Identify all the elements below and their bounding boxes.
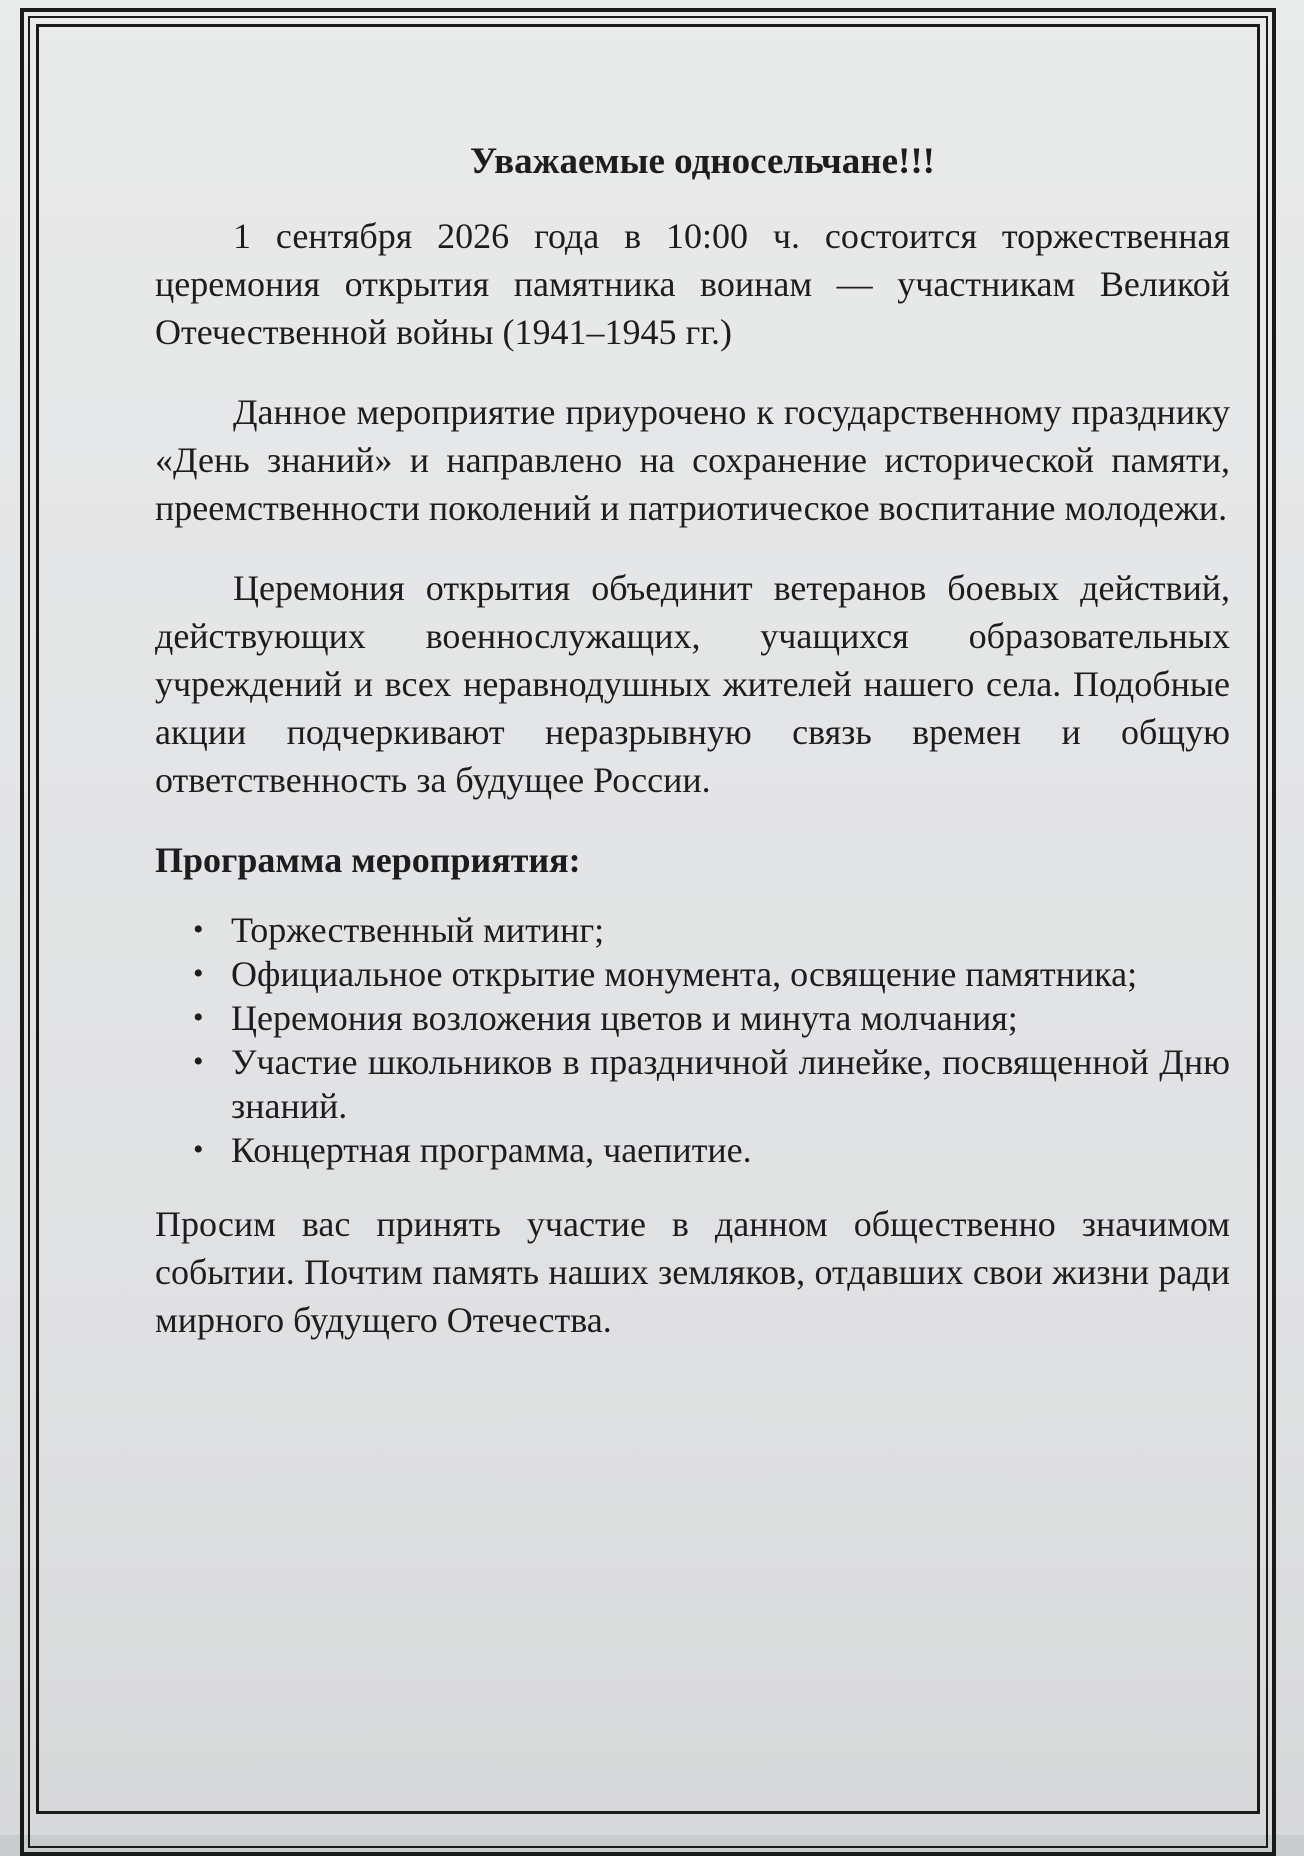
paragraph-purpose: Данное мероприятие приурочено к государственному празднику «День знаний» и направлено на сохранение исторической памяти, преемственности поколений и патриотическое воспитание молодежи. xyxy=(155,392,1230,528)
bullet-icon: • xyxy=(193,1045,204,1078)
paragraph-event-date: 1 сентября 2026 года в 10:00 ч. состоится торжественная церемония открытия памятника воинам — участникам Великой Отечественной войны (1941–1945 гг.) xyxy=(155,216,1230,352)
announcement-body xyxy=(155,138,1230,1344)
program-item-text: Торжественный митинг; xyxy=(231,910,605,950)
program-item-text: Концертная программа, чаепитие. xyxy=(231,1130,752,1170)
bullet-icon: • xyxy=(193,957,204,990)
program-item xyxy=(193,908,1230,952)
program-list xyxy=(155,908,1230,1172)
program-item-text: Участие школьников в праздничной линейке, посвященной Дню знаний. xyxy=(231,1042,1230,1126)
program-item xyxy=(193,996,1230,1040)
closing-paragraph: Просим вас принять участие в данном общественно значимом событии. Почтим память наших земляков, отдавших свои жизни ради мирного будущего Отечества. xyxy=(155,1204,1230,1340)
program-item-text: Церемония возложения цветов и минута молчания; xyxy=(231,998,1018,1038)
program-item xyxy=(193,952,1230,996)
bullet-icon: • xyxy=(193,913,204,946)
program-item xyxy=(193,1128,1230,1172)
program-item-text: Официальное открытие монумента, освящение памятника; xyxy=(231,954,1138,994)
paragraph-participants: Церемония открытия объединит ветеранов боевых действий, действующих военнослужащих, учащихся образовательных учреждений и всех неравнодушных жителей нашего села. Подобные акции подчеркивают неразрывную связь времен и общую ответственность за будущее России. xyxy=(155,568,1230,800)
program-title: Программа мероприятия: xyxy=(155,840,581,880)
bullet-icon: • xyxy=(193,1001,204,1034)
program-item xyxy=(193,1040,1230,1128)
announcement-heading: Уважаемые односельчане!!! xyxy=(470,141,935,182)
bullet-icon: • xyxy=(193,1133,204,1166)
